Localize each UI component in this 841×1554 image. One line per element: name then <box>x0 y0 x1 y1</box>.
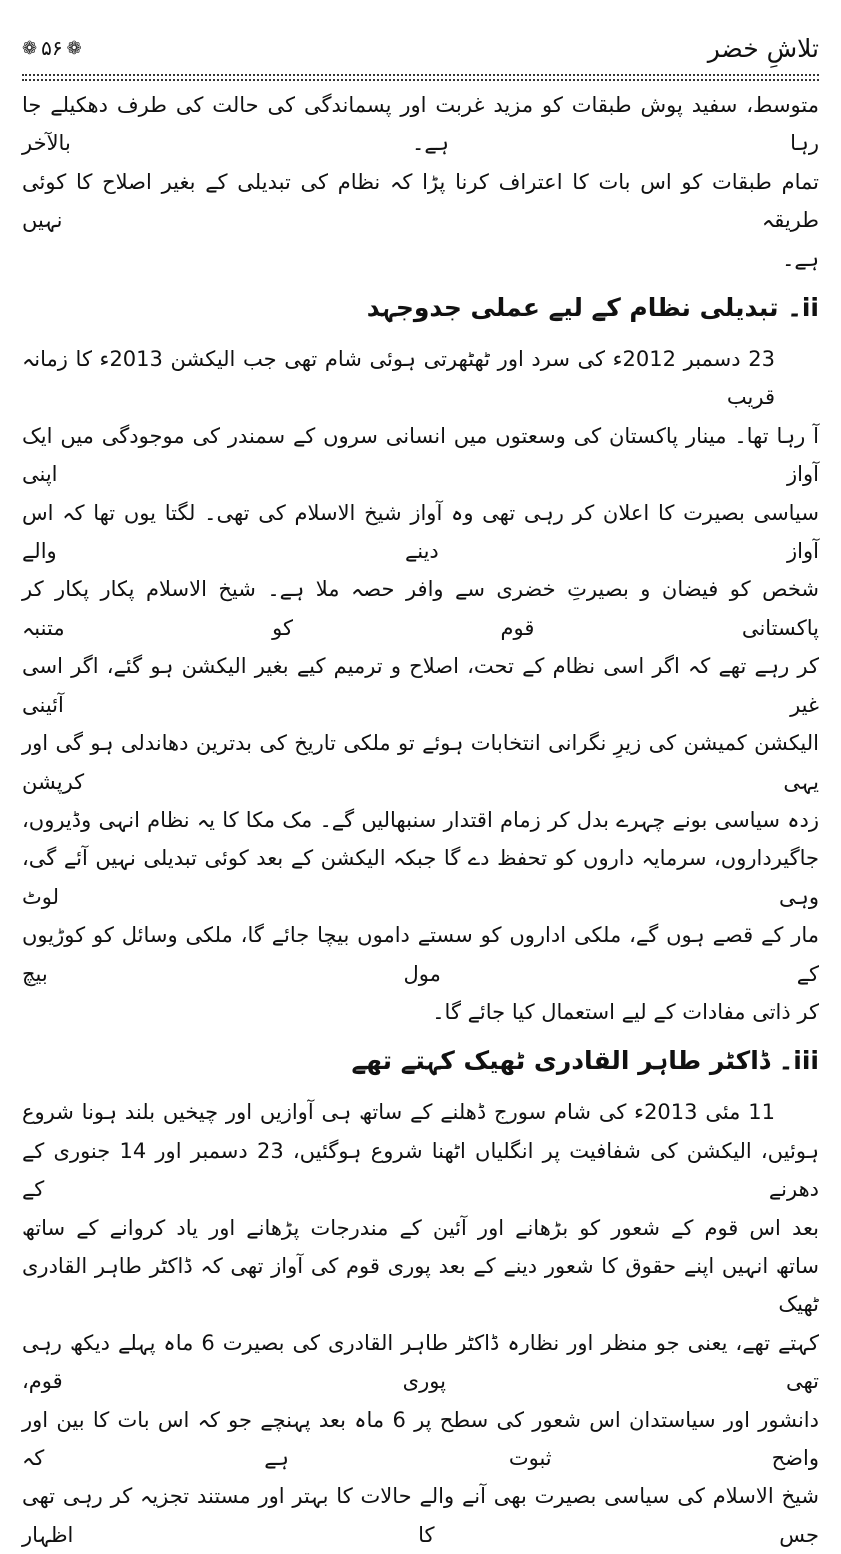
text-line: ہوئیں، الیکشن کی شفافیت پر انگلیاں اٹھنا شروع ہوگئیں، 23 دسمبر اور 14 جنوری کے دھرنے کے <box>22 1138 819 1202</box>
paragraph-may-11 <box>22 1093 819 1554</box>
text-line: متوسط، سفید پوش طبقات کو مزید غربت اور پسماندگی کی حالت کی طرف دھکیلے جا رہا ہے۔ بالآخر <box>22 93 819 156</box>
text-line: 11 مئی 2013ء کی شام سورج ڈھلنے کے ساتھ ہی آوازیں اور چیخیں بلند ہونا شروع <box>22 1100 775 1125</box>
page-number: ۵۶ <box>41 36 63 60</box>
text-line: شخص کو فیضان و بصیرتِ خضری سے وافر حصہ ملا ہے۔ شیخ الاسلام پکار پکار کر پاکستانی قوم کو متنبہ <box>22 577 819 640</box>
text-line: الیکشن کمیشن کی زیرِ نگرانی انتخابات ہوئے تو ملکی تاریخ کی بدترین دھاندلی ہو گی اور یہی کرپشن <box>22 731 819 794</box>
text-line: شیخ الاسلام کی سیاسی بصیرت بھی آنے والے حالات کا بہتر اور مستند تجزیہ کر رہی تھی جس کا اظہار <box>22 1484 819 1547</box>
text-line: ہے۔ <box>782 246 819 271</box>
text-line: دانشور اور سیاستدان اس شعور کی سطح پر 6 ماہ بعد پہنچے جو کہ اس بات کا بین اور واضح ثبوت ہے کہ <box>22 1407 819 1470</box>
paragraph-election-2013 <box>22 340 819 1031</box>
header-divider <box>22 74 819 81</box>
text-line: مار کے قصے ہوں گے، ملکی اداروں کو سستے داموں بیچا جائے گا، ملکی وسائل کو کوڑیوں کے مول بیچ <box>22 923 819 986</box>
book-title: تلاشِ خضر <box>707 33 819 63</box>
text-line: کہتے تھے، یعنی جو منظر اور نظارہ ڈاکٹر طاہر القادری کی بصیرت 6 ماہ پہلے دیکھ رہی تھی پوری قوم، <box>22 1330 819 1394</box>
text-line: آ رہا تھا۔ مینار پاکستان کی وسعتوں میں انسانی سروں کے سمندر کی موجودگی میں ایک آواز اپنی <box>22 423 819 487</box>
text-line: 23 دسمبر 2012ء کی سرد اور ٹھٹھرتی ہوئی شام تھی جب الیکشن 2013ء کا زمانہ قریب <box>22 347 775 410</box>
section-heading-ii: ii۔ تبدیلی نظام کے لیے عملی جدوجہد <box>366 293 819 323</box>
text-line: کر رہے تھے کہ اگر اسی نظام کے تحت، اصلاح و ترمیم کیے بغیر الیکشن ہو گئے، اگر اسی غیر آئینی <box>22 654 819 717</box>
text-line: ساتھ انہیں اپنے حقوق کا شعور دینے کے بعد پوری قوم کی آواز تھی کہ ڈاکٹر طاہر القادری ٹھیک <box>22 1253 819 1317</box>
page-header <box>22 26 819 70</box>
text-line: جاگیرداروں، سرمایہ داروں کو تحفظ دے گا جبکہ الیکشن کے بعد کوئی تبدیلی نہیں آئے گی، وہی لوٹ <box>22 846 819 909</box>
text-line: کر ذاتی مفادات کے لیے استعمال کیا جائے گا۔ <box>432 999 819 1024</box>
text-line: تمام طبقات کو اس بات کا اعتراف کرنا پڑا کہ نظام کی تبدیلی کے بغیر اصلاح کا کوئی طریقہ نہیں <box>22 169 819 233</box>
page-content <box>22 86 819 1554</box>
text-line: زدہ سیاسی بونے چہرے بدل کر زمام اقتدار سنبھالیں گے۔ مک مکا کا یہ نظام انہی وڈیروں، <box>22 807 819 832</box>
flower-ornament-icon: ❁ <box>22 37 38 59</box>
section-heading-iii: iii۔ ڈاکٹر طاہر القادری ٹھیک کہتے تھے <box>351 1046 819 1076</box>
text-line: بعد اس قوم کے شعور کو بڑھانے اور آئین کے مندرجات پڑھانے اور یاد کروانے کے ساتھ <box>22 1215 819 1240</box>
flower-ornament-icon: ❁ <box>66 37 82 59</box>
text-line: سیاسی بصیرت کا اعلان کر رہی تھی وہ آواز شیخ الاسلام کی تھی۔ لگتا یوں تھا کہ اس آواز دینے والے <box>22 500 819 564</box>
paragraph-continuation <box>22 86 819 278</box>
page-number-badge <box>22 36 82 60</box>
